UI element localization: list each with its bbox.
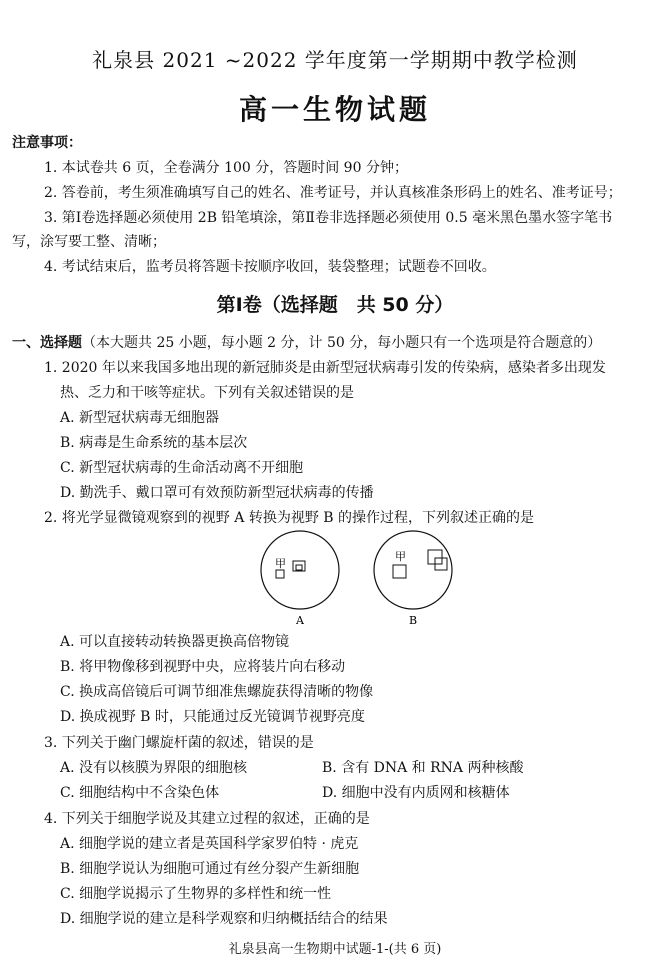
question-3-option-c: C. 细胞结构中不含染色体 — [60, 785, 220, 801]
field-a-label: A — [296, 614, 304, 627]
part-description: （本大题共 25 小题，每小题 2 分，计 50 分，每小题只有一个选项是符合题意的） — [82, 335, 602, 351]
field-b-label: B — [408, 614, 418, 627]
subject-title: 高一生物试题 — [238, 93, 431, 126]
question-3-option-a: A. 没有以核膜为界限的细胞核 — [60, 760, 248, 776]
question-3-stem: 3. 下列关于幽门螺旋杆菌的叙述，错误的是 — [44, 735, 314, 751]
field-a-jia-glyph: 甲 — [275, 557, 286, 570]
question-2-option-b: B. 将甲物像移到视野中央，应将装片向右移动 — [60, 659, 346, 675]
question-4-option-c: C. 细胞学说揭示了生物界的多样性和统一性 — [60, 886, 332, 902]
notice-heading: 注意事项： — [12, 135, 82, 151]
question-4-stem: 4. 下列关于细胞学说及其建立过程的叙述，正确的是 — [44, 811, 370, 827]
question-1-stem: 1. 2020 年以来我国多地出现的新冠肺炎是由新型冠状病毒引发的传染病，感染者多出现发 — [44, 360, 606, 376]
section-title: 第Ⅰ卷（选择题 共 50 分） — [216, 294, 454, 316]
question-4-option-a: A. 细胞学说的建立者是英国科学家罗伯特 · 虎克 — [60, 836, 359, 852]
part-header — [12, 332, 601, 352]
question-4-option-b: B. 细胞学说认为细胞可通过有丝分裂产生新细胞 — [60, 861, 360, 877]
field-b-jia-glyph: 甲 — [395, 550, 406, 563]
question-2-option-d: D. 换成视野 B 时，只能通过反光镜调节视野亮度 — [60, 709, 365, 725]
question-3-option-d: D. 细胞中没有内质网和核糖体 — [322, 785, 510, 801]
part-label: 一、选择题 — [12, 335, 82, 351]
exam-title: 礼泉县 2021 ~2022 学年度第一学期期中教学检测 — [92, 48, 578, 72]
field-b-cell — [393, 565, 406, 578]
notice-item: 1. 本试卷共 6 页，全卷满分 100 分，答题时间 90 分钟； — [44, 160, 408, 176]
question-1-option-d: D. 勤洗手、戴口罩可有效预防新型冠状病毒的传播 — [60, 485, 374, 501]
notice-item: 2. 答卷前，考生须准确填写自己的姓名、准考证号，并认真核准条形码上的姓名、准考证号； — [44, 185, 622, 201]
question-1-option-a: A. 新型冠状病毒无细胞器 — [60, 410, 220, 426]
question-2-option-c: C. 换成高倍镜后可调节细准焦螺旋获得清晰的物像 — [60, 684, 374, 700]
notice-item: 3. 第Ⅰ卷选择题必须使用 2B 铅笔填涂，第Ⅱ卷非选择题必须使用 0.5 毫米黑色墨水签字笔书 — [44, 210, 613, 226]
field-a-cell — [296, 565, 302, 570]
question-4-option-d: D. 细胞学说的建立是科学观察和归纳概括结合的结果 — [60, 911, 388, 927]
notice-item: 4. 考试结束后，监考员将答题卡按顺序收回，装袋整理；试题卷不回收。 — [44, 259, 496, 275]
page-footer: 礼泉县高一生物期中试题-1-(共 6 页) — [228, 942, 442, 957]
microscope-field-figure — [255, 528, 465, 628]
field-a-cell — [276, 570, 284, 578]
question-3-option-b: B. 含有 DNA 和 RNA 两种核酸 — [322, 760, 524, 776]
question-1-option-c: C. 新型冠状病毒的生命活动离不开细胞 — [60, 460, 304, 476]
question-2-stem: 2. 将光学显微镜观察到的视野 A 转换为视野 B 的操作过程，下列叙述正确的是 — [44, 510, 535, 526]
question-1-stem: 热、乏力和干咳等症状。下列有关叙述错误的是 — [60, 385, 354, 401]
notice-item: 写，涂写要工整、清晰； — [12, 234, 166, 250]
question-2-option-a: A. 可以直接转动转换器更换高倍物镜 — [60, 634, 290, 650]
question-1-option-b: B. 病毒是生命系统的基本层次 — [60, 435, 248, 451]
